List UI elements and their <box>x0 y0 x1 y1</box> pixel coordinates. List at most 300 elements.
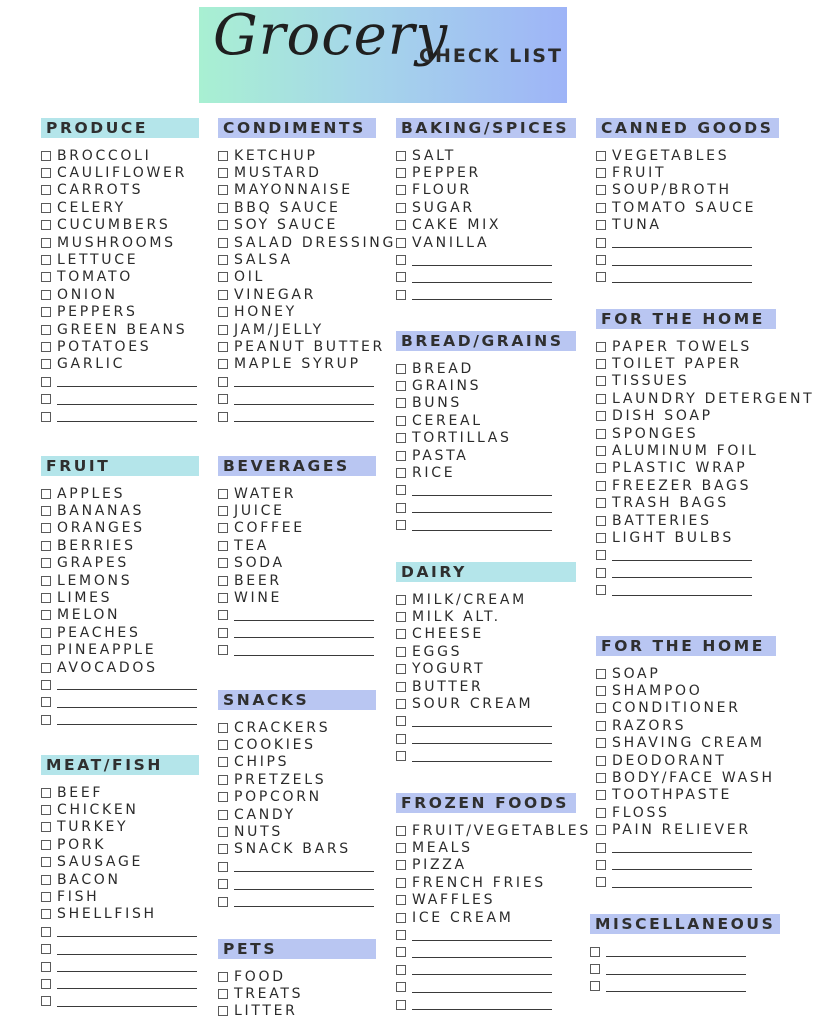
checklist-item[interactable] <box>218 485 376 502</box>
checkbox[interactable] <box>596 669 606 679</box>
checkbox[interactable] <box>218 168 228 178</box>
checkbox[interactable] <box>218 307 228 317</box>
checkbox[interactable] <box>218 412 228 422</box>
checklist-item[interactable] <box>596 199 779 216</box>
checklist-item[interactable] <box>396 839 576 856</box>
checkbox[interactable] <box>41 238 51 248</box>
checkbox[interactable] <box>41 788 51 798</box>
checkbox[interactable] <box>41 255 51 265</box>
checkbox[interactable] <box>396 185 406 195</box>
checklist-item[interactable] <box>41 659 199 676</box>
checklist-item[interactable] <box>218 823 376 840</box>
checklist-item[interactable] <box>41 182 199 199</box>
checkbox[interactable] <box>596 376 606 386</box>
checklist-item[interactable] <box>41 520 199 537</box>
checklist-item[interactable] <box>41 871 199 888</box>
blank-checklist-item[interactable] <box>396 286 576 303</box>
blank-checklist-item[interactable] <box>590 978 780 995</box>
checklist-item[interactable] <box>596 804 776 821</box>
checkbox[interactable] <box>396 168 406 178</box>
checklist-item[interactable] <box>396 822 591 839</box>
checklist-item[interactable] <box>396 217 576 234</box>
checklist-item[interactable] <box>596 665 776 682</box>
blank-checklist-item[interactable] <box>218 876 376 893</box>
write-in-line[interactable] <box>412 743 552 744</box>
checkbox[interactable] <box>41 680 51 690</box>
checklist-item[interactable] <box>41 234 199 251</box>
checklist-item[interactable] <box>218 572 376 589</box>
write-in-line[interactable] <box>57 421 197 422</box>
blank-checklist-item[interactable] <box>218 390 376 407</box>
checkbox[interactable] <box>596 686 606 696</box>
checklist-item[interactable] <box>41 251 199 268</box>
checkbox[interactable] <box>41 377 51 387</box>
checklist-item[interactable] <box>218 164 376 181</box>
blank-checklist-item[interactable] <box>596 564 776 581</box>
checkbox[interactable] <box>396 203 406 213</box>
checklist-item[interactable] <box>41 269 199 286</box>
checkbox[interactable] <box>41 412 51 422</box>
write-in-line[interactable] <box>412 265 552 266</box>
checklist-item[interactable] <box>218 968 376 985</box>
checklist-item[interactable] <box>218 1003 376 1020</box>
checkbox[interactable] <box>396 734 406 744</box>
checklist-item[interactable] <box>596 822 776 839</box>
checkbox[interactable] <box>396 364 406 374</box>
checkbox[interactable] <box>396 398 406 408</box>
checkbox[interactable] <box>218 220 228 230</box>
checkbox[interactable] <box>41 645 51 655</box>
checkbox[interactable] <box>596 843 606 853</box>
checkbox[interactable] <box>596 411 606 421</box>
checklist-item[interactable] <box>41 888 199 905</box>
checkbox[interactable] <box>218 989 228 999</box>
checklist-item[interactable] <box>41 147 199 164</box>
checkbox[interactable] <box>396 860 406 870</box>
write-in-line[interactable] <box>612 869 752 870</box>
checkbox[interactable] <box>218 203 228 213</box>
checkbox[interactable] <box>396 716 406 726</box>
checkbox[interactable] <box>596 568 606 578</box>
checkbox[interactable] <box>596 773 606 783</box>
checkbox[interactable] <box>396 699 406 709</box>
checkbox[interactable] <box>596 860 606 870</box>
checklist-item[interactable] <box>218 321 376 338</box>
write-in-line[interactable] <box>412 1009 552 1010</box>
checklist-item[interactable] <box>41 572 199 589</box>
write-in-line[interactable] <box>57 724 197 725</box>
checkbox[interactable] <box>41 909 51 919</box>
checklist-item[interactable] <box>396 164 576 181</box>
checklist-item[interactable] <box>396 643 576 660</box>
checklist-item[interactable] <box>41 537 199 554</box>
checkbox[interactable] <box>41 558 51 568</box>
checklist-item[interactable] <box>396 199 576 216</box>
checkbox[interactable] <box>218 1006 228 1016</box>
checkbox[interactable] <box>218 628 228 638</box>
write-in-line[interactable] <box>57 689 197 690</box>
write-in-line[interactable] <box>234 421 374 422</box>
checkbox[interactable] <box>396 843 406 853</box>
checkbox[interactable] <box>218 290 228 300</box>
checklist-item[interactable] <box>218 338 385 355</box>
checklist-item[interactable] <box>596 495 776 512</box>
write-in-line[interactable] <box>412 512 552 513</box>
write-in-line[interactable] <box>612 560 752 561</box>
checkbox[interactable] <box>596 203 606 213</box>
blank-checklist-item[interactable] <box>218 607 376 624</box>
checklist-item[interactable] <box>218 502 376 519</box>
checklist-item[interactable] <box>41 286 199 303</box>
checkbox[interactable] <box>396 520 406 530</box>
checkbox[interactable] <box>218 610 228 620</box>
blank-checklist-item[interactable] <box>218 408 376 425</box>
checklist-item[interactable] <box>218 182 376 199</box>
checkbox[interactable] <box>218 272 228 282</box>
checkbox[interactable] <box>41 857 51 867</box>
checkbox[interactable] <box>41 272 51 282</box>
checklist-item[interactable] <box>396 695 576 712</box>
checkbox[interactable] <box>41 927 51 937</box>
checkbox[interactable] <box>41 715 51 725</box>
blank-checklist-item[interactable] <box>590 943 780 960</box>
checklist-item[interactable] <box>596 700 776 717</box>
checklist-item[interactable] <box>218 199 376 216</box>
write-in-line[interactable] <box>412 940 552 941</box>
checkbox[interactable] <box>218 342 228 352</box>
checkbox[interactable] <box>596 516 606 526</box>
checkbox[interactable] <box>41 489 51 499</box>
checkbox[interactable] <box>396 290 406 300</box>
blank-checklist-item[interactable] <box>396 713 576 730</box>
checkbox[interactable] <box>596 481 606 491</box>
blank-checklist-item[interactable] <box>596 874 776 891</box>
checkbox[interactable] <box>396 433 406 443</box>
checkbox[interactable] <box>41 203 51 213</box>
checkbox[interactable] <box>596 255 606 265</box>
checklist-item[interactable] <box>396 412 576 429</box>
checkbox[interactable] <box>396 965 406 975</box>
checkbox[interactable] <box>218 558 228 568</box>
checklist-item[interactable] <box>596 164 779 181</box>
blank-checklist-item[interactable] <box>218 893 376 910</box>
blank-checklist-item[interactable] <box>596 269 779 286</box>
blank-checklist-item[interactable] <box>596 234 779 251</box>
write-in-line[interactable] <box>612 852 752 853</box>
checkbox[interactable] <box>218 523 228 533</box>
checkbox[interactable] <box>218 972 228 982</box>
checkbox[interactable] <box>41 663 51 673</box>
checkbox[interactable] <box>590 964 600 974</box>
checklist-item[interactable] <box>218 589 376 606</box>
write-in-line[interactable] <box>234 386 374 387</box>
checkbox[interactable] <box>41 359 51 369</box>
checkbox[interactable] <box>596 151 606 161</box>
checkbox[interactable] <box>396 503 406 513</box>
checkbox[interactable] <box>396 895 406 905</box>
checkbox[interactable] <box>596 703 606 713</box>
checklist-item[interactable] <box>596 182 779 199</box>
checklist-item[interactable] <box>218 789 376 806</box>
checklist-item[interactable] <box>396 447 576 464</box>
checkbox[interactable] <box>596 533 606 543</box>
checkbox[interactable] <box>218 377 228 387</box>
checkbox[interactable] <box>396 913 406 923</box>
checkbox[interactable] <box>41 610 51 620</box>
write-in-line[interactable] <box>57 954 197 955</box>
checkbox[interactable] <box>396 416 406 426</box>
blank-checklist-item[interactable] <box>596 251 779 268</box>
checkbox[interactable] <box>396 151 406 161</box>
checkbox[interactable] <box>396 751 406 761</box>
checkbox[interactable] <box>396 647 406 657</box>
checkbox[interactable] <box>218 255 228 265</box>
checklist-item[interactable] <box>218 520 376 537</box>
checkbox[interactable] <box>596 498 606 508</box>
checklist-item[interactable] <box>596 338 776 355</box>
checklist-item[interactable] <box>41 801 199 818</box>
checklist-item[interactable] <box>396 147 576 164</box>
checklist-item[interactable] <box>396 608 576 625</box>
checklist-item[interactable] <box>596 147 779 164</box>
checkbox[interactable] <box>41 307 51 317</box>
write-in-line[interactable] <box>234 906 374 907</box>
checkbox[interactable] <box>218 185 228 195</box>
checklist-item[interactable] <box>41 555 199 572</box>
write-in-line[interactable] <box>412 974 552 975</box>
checkbox[interactable] <box>218 810 228 820</box>
checkbox[interactable] <box>596 446 606 456</box>
checklist-item[interactable] <box>596 752 776 769</box>
checkbox[interactable] <box>396 220 406 230</box>
checkbox[interactable] <box>218 359 228 369</box>
write-in-line[interactable] <box>234 889 374 890</box>
checkbox[interactable] <box>218 862 228 872</box>
blank-checklist-item[interactable] <box>41 975 199 992</box>
checklist-item[interactable] <box>396 661 576 678</box>
blank-checklist-item[interactable] <box>396 482 576 499</box>
checkbox[interactable] <box>396 682 406 692</box>
checkbox[interactable] <box>41 875 51 885</box>
checkbox[interactable] <box>596 808 606 818</box>
checkbox[interactable] <box>596 394 606 404</box>
checkbox[interactable] <box>41 220 51 230</box>
checkbox[interactable] <box>41 962 51 972</box>
checkbox[interactable] <box>596 342 606 352</box>
checklist-item[interactable] <box>218 251 376 268</box>
checklist-item[interactable] <box>396 591 576 608</box>
checkbox[interactable] <box>218 489 228 499</box>
checklist-item[interactable] <box>41 356 199 373</box>
blank-checklist-item[interactable] <box>396 748 576 765</box>
write-in-line[interactable] <box>57 404 197 405</box>
checkbox[interactable] <box>596 550 606 560</box>
checkbox[interactable] <box>41 151 51 161</box>
blank-checklist-item[interactable] <box>396 979 576 996</box>
checklist-item[interactable] <box>596 735 776 752</box>
checklist-item[interactable] <box>396 678 576 695</box>
blank-checklist-item[interactable] <box>396 961 576 978</box>
checklist-item[interactable] <box>41 338 199 355</box>
checkbox[interactable] <box>218 593 228 603</box>
checklist-item[interactable] <box>41 164 199 181</box>
checkbox[interactable] <box>596 185 606 195</box>
checkbox[interactable] <box>596 359 606 369</box>
checklist-item[interactable] <box>218 356 376 373</box>
checkbox[interactable] <box>218 506 228 516</box>
blank-checklist-item[interactable] <box>396 996 576 1013</box>
write-in-line[interactable] <box>234 871 374 872</box>
blank-checklist-item[interactable] <box>218 373 376 390</box>
checkbox[interactable] <box>41 576 51 586</box>
checklist-item[interactable] <box>218 304 376 321</box>
checkbox[interactable] <box>41 394 51 404</box>
checklist-item[interactable] <box>41 836 199 853</box>
checklist-item[interactable] <box>396 430 576 447</box>
checklist-item[interactable] <box>41 624 199 641</box>
checklist-item[interactable] <box>218 841 376 858</box>
write-in-line[interactable] <box>612 595 752 596</box>
checklist-item[interactable] <box>596 217 779 234</box>
checkbox[interactable] <box>41 892 51 902</box>
checklist-item[interactable] <box>218 286 376 303</box>
checkbox[interactable] <box>396 595 406 605</box>
checkbox[interactable] <box>596 220 606 230</box>
checkbox[interactable] <box>218 541 228 551</box>
checkbox[interactable] <box>41 996 51 1006</box>
checkbox[interactable] <box>590 981 600 991</box>
checkbox[interactable] <box>41 325 51 335</box>
write-in-line[interactable] <box>606 974 746 975</box>
checklist-item[interactable] <box>41 784 199 801</box>
checklist-item[interactable] <box>218 771 376 788</box>
checklist-item[interactable] <box>41 819 199 836</box>
blank-checklist-item[interactable] <box>596 856 776 873</box>
checklist-item[interactable] <box>41 321 199 338</box>
write-in-line[interactable] <box>612 887 752 888</box>
checkbox[interactable] <box>218 897 228 907</box>
checklist-item[interactable] <box>596 442 776 459</box>
checklist-item[interactable] <box>41 642 199 659</box>
checkbox[interactable] <box>396 930 406 940</box>
write-in-line[interactable] <box>412 530 552 531</box>
checklist-item[interactable] <box>218 806 376 823</box>
checklist-item[interactable] <box>41 304 199 321</box>
checkbox[interactable] <box>218 151 228 161</box>
write-in-line[interactable] <box>412 726 552 727</box>
write-in-line[interactable] <box>612 282 752 283</box>
checkbox[interactable] <box>590 947 600 957</box>
blank-checklist-item[interactable] <box>396 730 576 747</box>
checklist-item[interactable] <box>218 234 397 251</box>
checklist-item[interactable] <box>596 512 776 529</box>
checkbox[interactable] <box>41 593 51 603</box>
checkbox[interactable] <box>596 238 606 248</box>
blank-checklist-item[interactable] <box>41 373 199 390</box>
blank-checklist-item[interactable] <box>41 694 199 711</box>
checklist-item[interactable] <box>396 234 576 251</box>
checkbox[interactable] <box>41 342 51 352</box>
checkbox[interactable] <box>396 826 406 836</box>
write-in-line[interactable] <box>234 655 374 656</box>
checklist-item[interactable] <box>396 909 576 926</box>
checklist-item[interactable] <box>218 555 376 572</box>
checkbox[interactable] <box>396 238 406 248</box>
checkbox[interactable] <box>596 756 606 766</box>
checklist-item[interactable] <box>596 460 776 477</box>
checklist-item[interactable] <box>218 754 376 771</box>
checkbox[interactable] <box>396 272 406 282</box>
checklist-item[interactable] <box>41 854 199 871</box>
checklist-item[interactable] <box>596 355 776 372</box>
checklist-item[interactable] <box>396 395 576 412</box>
checklist-item[interactable] <box>218 537 376 554</box>
checklist-item[interactable] <box>596 529 776 546</box>
blank-checklist-item[interactable] <box>218 624 376 641</box>
blank-checklist-item[interactable] <box>41 408 199 425</box>
checkbox[interactable] <box>596 585 606 595</box>
checkbox[interactable] <box>596 168 606 178</box>
write-in-line[interactable] <box>57 386 197 387</box>
write-in-line[interactable] <box>234 637 374 638</box>
checklist-item[interactable] <box>41 199 199 216</box>
checkbox[interactable] <box>396 612 406 622</box>
checklist-item[interactable] <box>396 857 576 874</box>
checklist-item[interactable] <box>596 408 776 425</box>
checkbox[interactable] <box>41 506 51 516</box>
checklist-item[interactable] <box>596 787 776 804</box>
blank-checklist-item[interactable] <box>396 944 576 961</box>
checkbox[interactable] <box>41 840 51 850</box>
checkbox[interactable] <box>596 738 606 748</box>
checkbox[interactable] <box>218 827 228 837</box>
checklist-item[interactable] <box>41 589 199 606</box>
checkbox[interactable] <box>41 979 51 989</box>
checklist-item[interactable] <box>218 985 376 1002</box>
checkbox[interactable] <box>396 468 406 478</box>
checkbox[interactable] <box>218 757 228 767</box>
checkbox[interactable] <box>218 775 228 785</box>
checklist-item[interactable] <box>596 373 776 390</box>
checklist-item[interactable] <box>596 390 814 407</box>
checkbox[interactable] <box>218 394 228 404</box>
checkbox[interactable] <box>396 629 406 639</box>
blank-checklist-item[interactable] <box>396 269 576 286</box>
checkbox[interactable] <box>396 1000 406 1010</box>
write-in-line[interactable] <box>612 577 752 578</box>
write-in-line[interactable] <box>612 265 752 266</box>
checklist-item[interactable] <box>396 377 576 394</box>
checkbox[interactable] <box>41 944 51 954</box>
blank-checklist-item[interactable] <box>218 642 376 659</box>
checklist-item[interactable] <box>218 719 376 736</box>
write-in-line[interactable] <box>57 936 197 937</box>
write-in-line[interactable] <box>234 404 374 405</box>
checkbox[interactable] <box>41 628 51 638</box>
checkbox[interactable] <box>41 523 51 533</box>
checkbox[interactable] <box>596 463 606 473</box>
checklist-item[interactable] <box>596 717 776 734</box>
write-in-line[interactable] <box>234 620 374 621</box>
write-in-line[interactable] <box>57 707 197 708</box>
checklist-item[interactable] <box>218 736 376 753</box>
checkbox[interactable] <box>218 723 228 733</box>
write-in-line[interactable] <box>57 1006 197 1007</box>
blank-checklist-item[interactable] <box>218 858 376 875</box>
blank-checklist-item[interactable] <box>590 960 780 977</box>
checkbox[interactable] <box>218 740 228 750</box>
blank-checklist-item[interactable] <box>41 941 199 958</box>
